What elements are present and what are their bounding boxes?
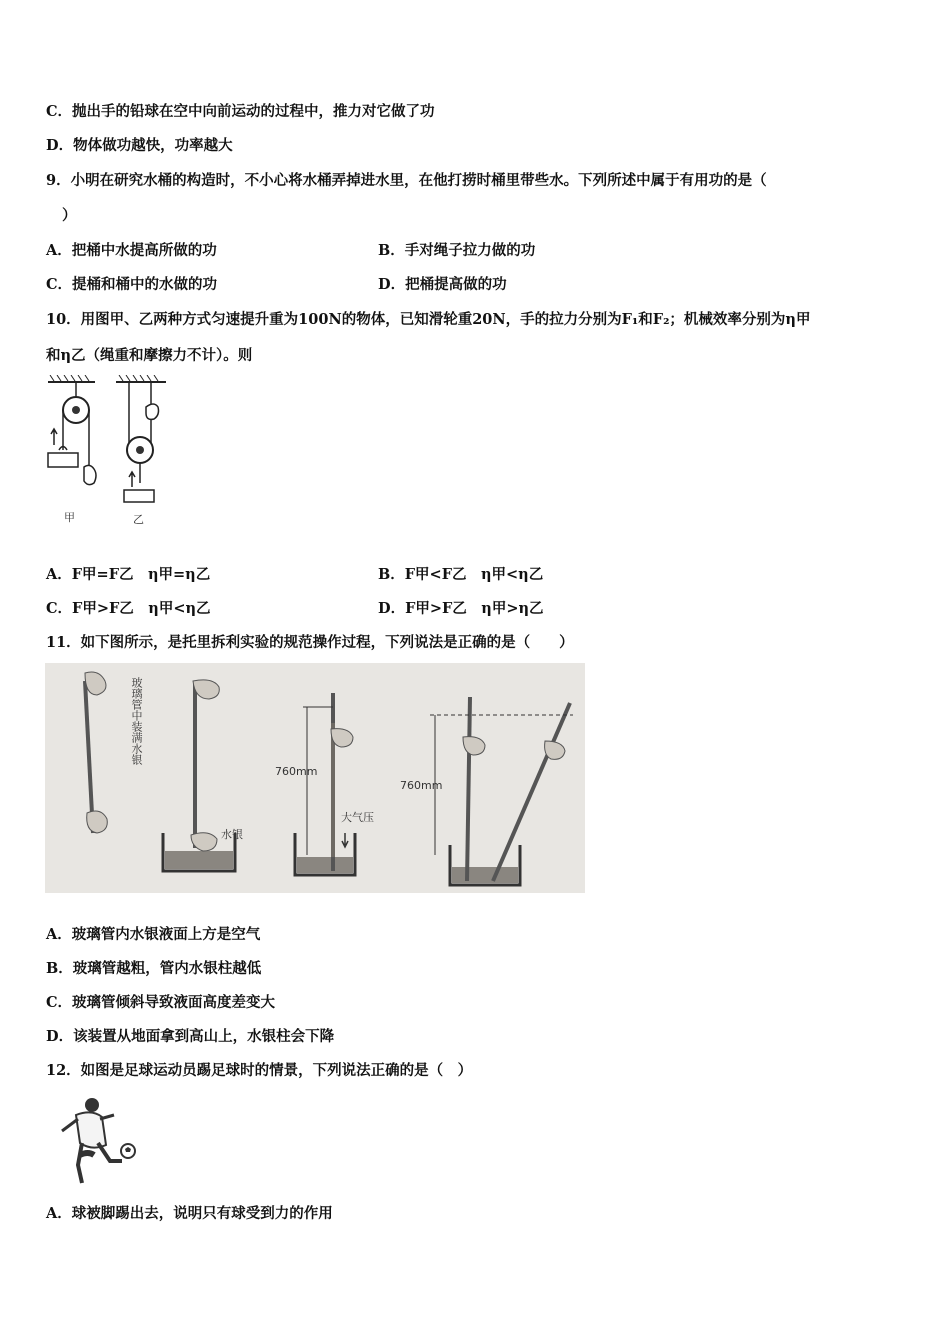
q9-option-a: A．把桶中水提高所做的功 [46,242,217,259]
q12-option-a: A．球被脚踢出去，说明只有球受到力的作用 [46,1205,333,1222]
fig-label-jia: 甲 [64,511,75,524]
q9-option-d: D．把桶提高做的功 [378,276,507,293]
label-760mm-1: 760mm [275,765,318,778]
torricelli-photo [45,663,585,893]
q10-option-b: B．F甲<F乙 η甲<η乙 [378,566,544,583]
q11-option-d: D．该装置从地面拿到高山上，水银柱会下降 [46,1028,335,1045]
q8-option-d: D．物体做功越快，功率越大 [46,137,233,154]
q8-option-c: C．抛出手的铅球在空中向前运动的过程中，推力对它做了功 [46,103,435,120]
label-fill-tube [55,676,143,766]
label-fill-tube-text: 玻璃管中装满水银 [55,677,143,690]
q9-option-b: B．手对绳子拉力做的功 [378,242,536,259]
q12-stem: 12．如图是足球运动员踢足球时的情景，下列说法正确的是（ ） [46,1062,473,1079]
q10-stem-line1: 10．用图甲、乙两种方式匀速提升重为100N的物体，已知滑轮重20N，手的拉力分别为F₁和F₂；机械效率分别为η甲 [46,311,811,328]
q10-option-c: C．F甲>F乙 η甲<η乙 [46,600,211,617]
label-mercury: 水银 [221,828,243,841]
q9-option-c: C．提桶和桶中的水做的功 [46,276,218,293]
hand-left [84,465,96,484]
q11-stem: 11．如下图所示，是托里拆利实验的规范操作过程，下列说法是正确的是（ ） [46,634,574,651]
q10-stem-line2: 和η乙（绳重和摩擦力不计）。则 [46,347,253,364]
load-left [48,453,78,467]
q10-option-d: D．F甲>F乙 η甲>η乙 [378,600,544,617]
q10-option-a: A．F甲=F乙 η甲=η乙 [46,566,211,583]
q11-option-b: B．玻璃管越粗，管内水银柱越低 [46,960,262,977]
q11-option-c: C．玻璃管倾斜导致液面高度差变大 [46,994,276,1011]
soccer-player-figure [48,1095,143,1190]
pulley-figure [40,375,180,535]
q9-stem-line1: 9．小明在研究水桶的构造时，不小心将水桶弄掉进水里，在他打捞时桶里带些水。下列所述中属于有用功的是（ [46,172,767,189]
q9-stem-line2: ） [62,207,77,224]
label-760mm-2: 760mm [400,779,443,792]
q11-option-a: A．玻璃管内水银液面上方是空气 [46,926,261,943]
hand-right [146,404,159,419]
fig-label-yi: 乙 [133,513,144,526]
label-atm-pressure: 大气压 [341,811,374,824]
load-right [124,490,154,502]
